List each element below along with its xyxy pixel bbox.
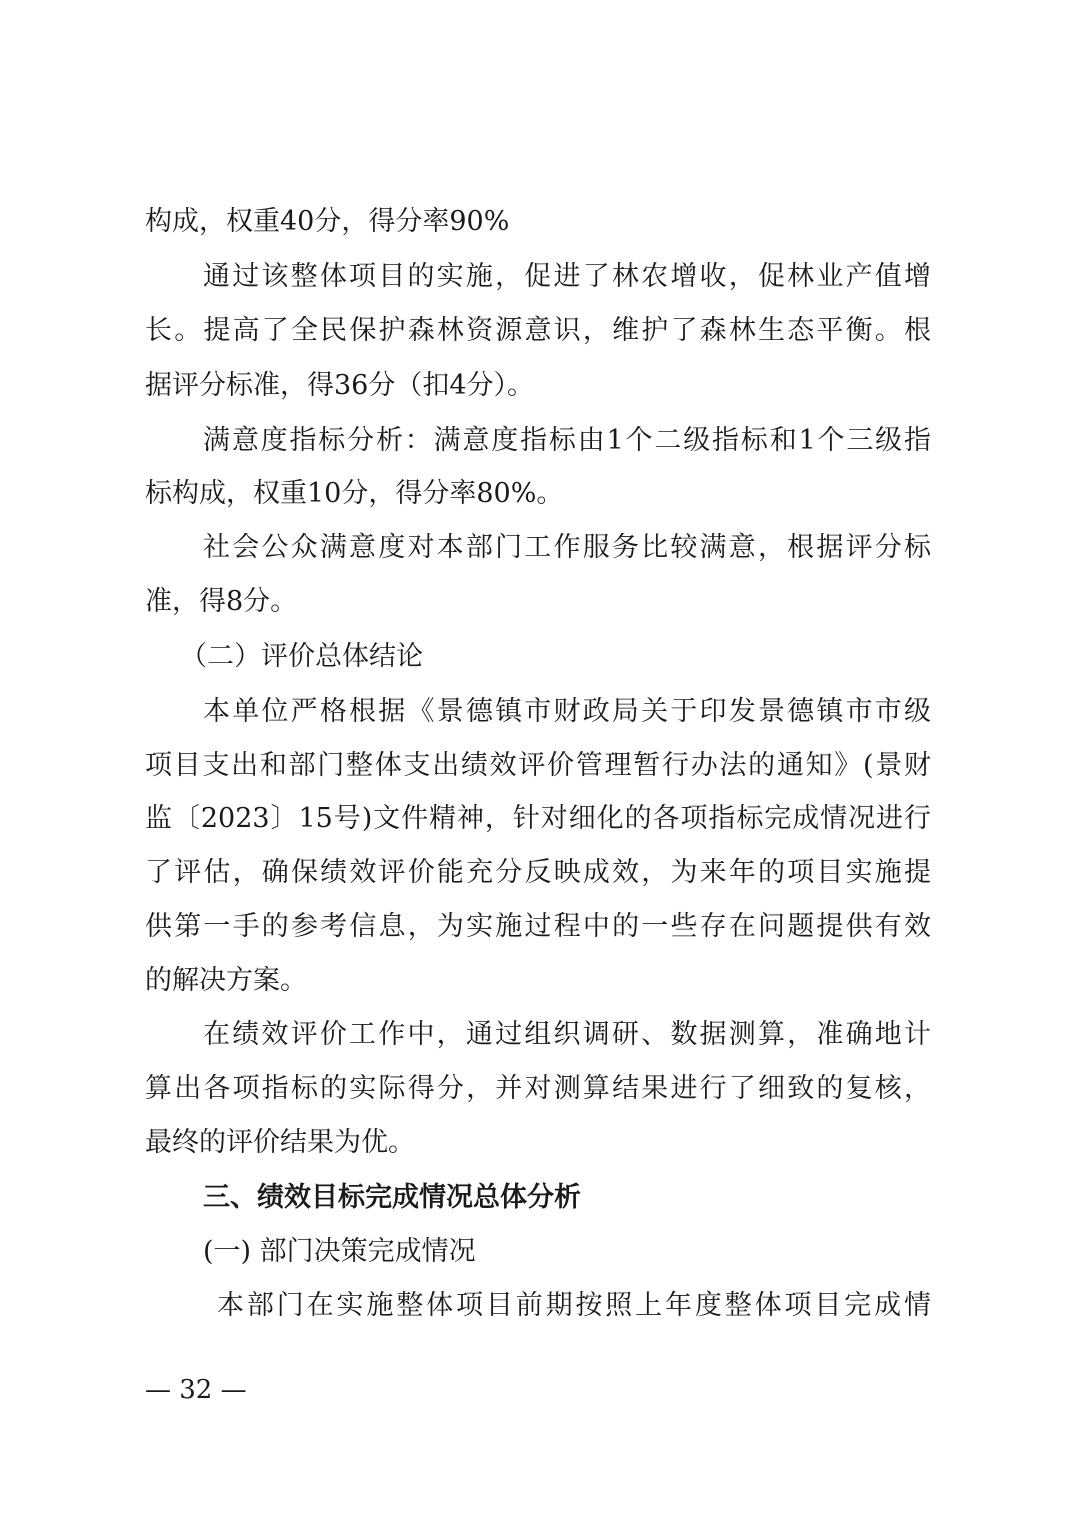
page-number: — 32 —	[145, 1375, 247, 1405]
paragraph-line: 本部门在实施整体项目前期按照上年度整体项目完成情	[217, 1290, 931, 1321]
paragraph-line: 了评估，确保绩效评价能充分反映成效，为来年的项目实施提	[145, 857, 931, 888]
paragraph-line: 构成，权重40分，得分率90%	[145, 206, 510, 237]
paragraph-line: 供第一手的参考信息，为实施过程中的一些存在问题提供有效	[145, 911, 931, 942]
subsection-heading: (一) 部门决策完成情况	[203, 1236, 476, 1267]
paragraph-line: 标构成，权重10分，得分率80%。	[145, 478, 564, 509]
paragraph-line: 项目支出和部门整体支出绩效评价管理暂行办法的通知》(景财	[145, 750, 931, 781]
paragraph-line: 准，得8分。	[145, 586, 298, 617]
paragraph-line: 的解决方案。	[145, 965, 307, 996]
paragraph-line: 最终的评价结果为优。	[145, 1127, 415, 1158]
subsection-heading: （二）评价总体结论	[180, 641, 423, 672]
paragraph-line: 本单位严格根据《景德镇市财政局关于印发景德镇市市级	[203, 696, 931, 727]
paragraph-line: 满意度指标分析：满意度指标由1个二级指标和1个三级指	[203, 425, 931, 456]
paragraph-line: 通过该整体项目的实施，促进了林农增收，促林业产值增	[203, 261, 931, 292]
paragraph-line: 算出各项指标的实际得分，并对测算结果进行了细致的复核，	[145, 1073, 931, 1104]
paragraph-line: 在绩效评价工作中，通过组织调研、数据测算，准确地计	[203, 1019, 931, 1050]
paragraph-line: 长。提高了全民保护森林资源意识，维护了森林生态平衡。根	[145, 315, 931, 346]
paragraph-line: 据评分标准，得36分（扣4分）。	[145, 370, 535, 401]
paragraph-line: 社会公众满意度对本部门工作服务比较满意，根据评分标	[203, 532, 931, 563]
section-heading: 三、绩效目标完成情况总体分析	[203, 1182, 581, 1213]
paragraph-line: 监〔2023〕15号)文件精神，针对细化的各项指标完成情况进行	[145, 803, 931, 834]
